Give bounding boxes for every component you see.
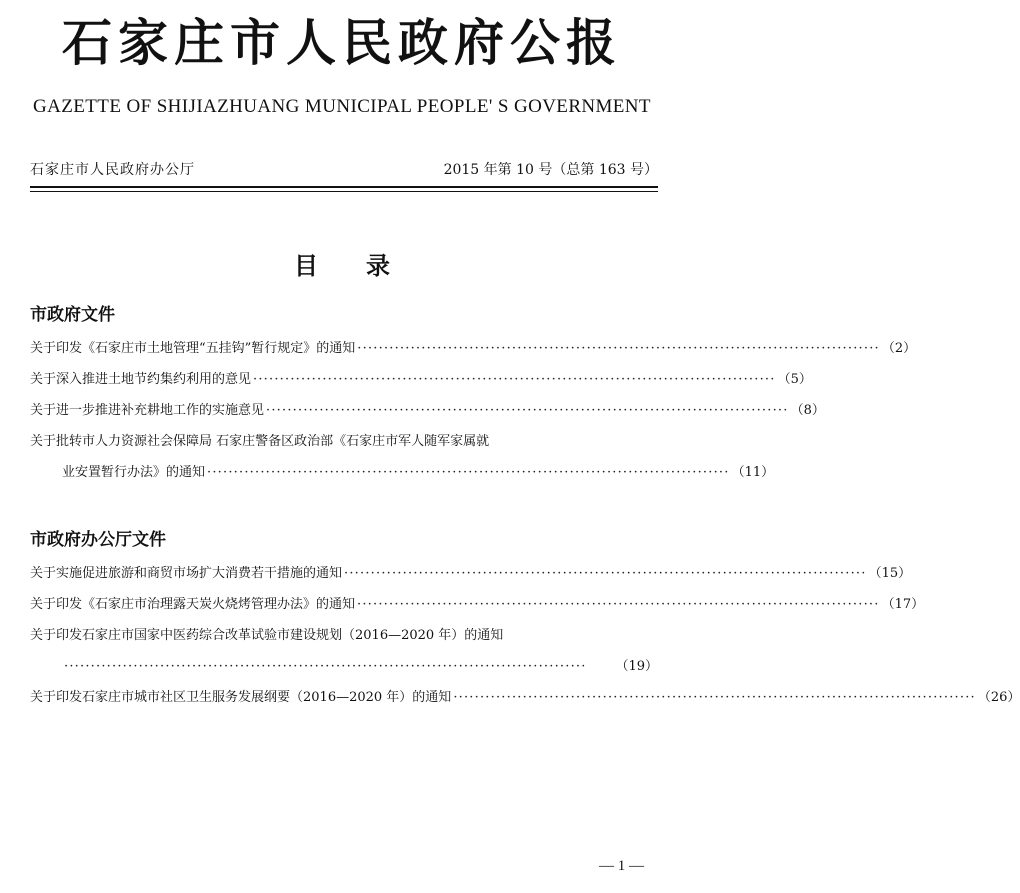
toc-entry-title-line1[interactable]: 关于批转市人力资源社会保障局 石家庄警备区政治部《石家庄市军人随军家属就	[30, 434, 490, 449]
toc-entry-page: （11）	[731, 465, 775, 480]
toc-entry[interactable]	[30, 593, 925, 617]
toc-entry-page: （26）	[977, 690, 1020, 705]
toc-entry[interactable]	[30, 337, 917, 361]
toc-entry-page: （2）	[881, 341, 917, 356]
toc-title: 目录	[294, 252, 438, 280]
toc-entry-title: 关于进一步推进补充耕地工作的实施意见	[30, 403, 265, 418]
toc-entry-title-line2: 业安置暂行办法》的通知	[62, 465, 206, 480]
leader-dots: ··································································································	[266, 403, 789, 418]
toc-entry[interactable]	[62, 655, 658, 679]
leader-dots: ··································································································	[344, 566, 867, 581]
toc-entry-page: （19）	[615, 659, 658, 674]
toc-entry[interactable]	[30, 562, 912, 586]
leader-dots: ··································································································	[453, 690, 976, 705]
toc-entry[interactable]	[30, 686, 1020, 710]
toc-entry-title: 关于印发《石家庄市土地管理“五挂钩”暂行规定》的通知	[30, 341, 356, 356]
toc-entry-title-line1[interactable]: 关于印发石家庄市国家中医药综合改革试验市建设规划（2016—2020 年）的通知	[30, 628, 504, 643]
toc-entry[interactable]	[30, 368, 812, 392]
toc-entry-page: （15）	[868, 566, 912, 581]
publisher-name: 石家庄市人民政府办公厅	[30, 162, 195, 178]
gazette-title: 石家庄市人民政府公报	[62, 13, 622, 72]
toc-entry[interactable]	[62, 461, 775, 485]
page-number: — 1 —	[599, 858, 644, 874]
toc-entry-page: （5）	[777, 372, 812, 387]
header-rule-thick	[30, 186, 658, 188]
toc-entry-title: 关于深入推进土地节约集约利用的意见	[30, 372, 252, 387]
leader-dots: ··································································································	[64, 659, 587, 674]
leader-dots: ··································································································	[207, 465, 730, 480]
issue-number: 2015 年第 10 号（总第 163 号）	[443, 162, 658, 178]
leader-dots: ··································································································	[357, 341, 880, 356]
section-heading-general-office: 市政府办公厅文件	[30, 530, 166, 550]
toc-entry-page: （17）	[881, 597, 925, 612]
toc-entry-title: 关于印发石家庄市城市社区卫生服务发展纲要（2016—2020 年）的通知	[30, 690, 452, 705]
toc-entry-title: 关于印发《石家庄市治理露天炭火烧烤管理办法》的通知	[30, 597, 356, 612]
section-heading-municipal-government: 市政府文件	[30, 305, 115, 325]
leader-dots: ··································································································	[357, 597, 880, 612]
toc-entry[interactable]	[30, 399, 825, 423]
gazette-subtitle: GAZETTE OF SHIJIAZHUANG MUNICIPAL PEOPLE' S GOVERNMENT	[33, 96, 651, 117]
leader-dots: ··································································································	[253, 372, 776, 387]
header-rule-thin	[30, 191, 658, 192]
toc-entry-title: 关于实施促进旅游和商贸市场扩大消费若干措施的通知	[30, 566, 343, 581]
toc-entry-page: （8）	[790, 403, 825, 418]
issue-info-row	[30, 158, 658, 182]
